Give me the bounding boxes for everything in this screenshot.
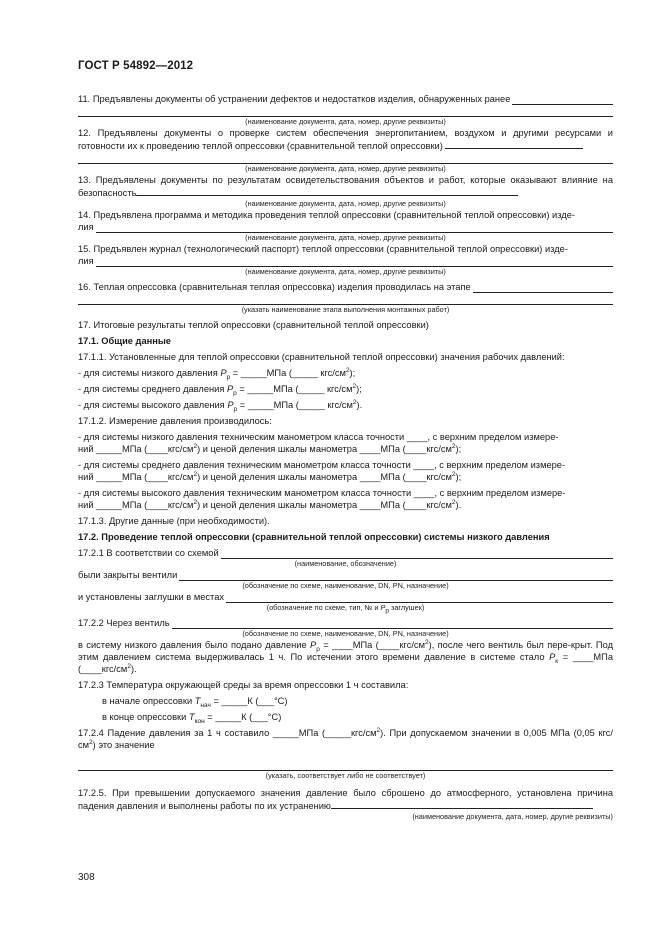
item-11: 11. Предъявлены документы об устранении дефектов и недостатков изделия, обнаруженных ранее	[78, 93, 613, 105]
blank-line[interactable]	[473, 282, 613, 293]
blank-line[interactable]	[172, 618, 613, 629]
temperature-start: в начале опрессовки $T_{нач}$ = _____К (___°С)	[102, 696, 288, 709]
blank-line[interactable]	[512, 94, 613, 105]
item-17-2-3: 17.2.3 Температура окружающей среды за время опрессовки 1 ч составила:	[78, 680, 409, 690]
item-17-1-2: 17.1.2. Измерение давления производилось:	[78, 416, 272, 426]
caption: (наименование документа, дата, номер, другие реквизиты)	[245, 117, 446, 126]
pressure-supply: в систему низкого давления было подано давление $P_р$ = ____МПа $(\_\_\_\_кгс/см^2)$, после чего вентиль был пере-крыт. Под этим давлением система выдерживалась 1 ч. По истечении этого времени давление в системе стало $P_к$ = ____МПа $(\_\_\_\_кгс/см^2)$.	[78, 638, 613, 674]
caption: (наименование документа, дата, номер, другие реквизиты)	[412, 812, 613, 821]
item-12: 12. Предъявлены документы о проверке систем обеспечения энергопитанием, воздухом и другими ресурсами и готовности их к проведению теплой опрессовки (сравнительной теплой опрессовки)	[78, 128, 613, 151]
item-14: 14. Предъявлена программа и методика проведения теплой опрессовки (сравнительной теплой опрессовки) изде-	[78, 210, 575, 220]
blank-line[interactable]	[78, 152, 613, 164]
plugs-installed: и установлены заглушки в местах	[78, 591, 613, 603]
caption: (обозначение по схеме, наименование, DN, PN, назначение)	[242, 629, 449, 638]
blank-line[interactable]	[136, 186, 518, 196]
caption: (обозначение по схеме, тип, № и $P_р$ заглушек)	[266, 603, 425, 615]
item-17: 17. Итоговые результаты теплой опрессовки (сравнительной теплой опрессовки)	[78, 320, 429, 330]
caption: (указать наименование этапа выполнения монтажных работ)	[241, 305, 450, 314]
document-header: ГОСТ Р 54892—2012	[78, 60, 194, 72]
valves-closed: были закрыты вентили	[78, 569, 613, 581]
caption: (наименование документа, дата, номер, другие реквизиты)	[245, 267, 446, 276]
item-17-1-3: 17.1.3. Другие данные (при необходимости).	[78, 516, 270, 526]
manometer-high: - для системы высокого давления техническим манометром класса точности ____, с верхним пределом измере- ний _____МПа $(\_\_\_\_кгс/см^2)$ и ценой деления шкалы манометра ____МПа $(\_\_\_\_кгс/см^2)$.	[78, 488, 566, 510]
heading-17-2: 17.2. Проведение теплой опрессовки (сравнительной теплой опрессовки) системы низкого давления	[78, 532, 550, 542]
blank-line[interactable]	[78, 105, 613, 117]
item-15: 15. Предъявлен журнал (технологический паспорт) теплой опрессовки (сравнительной теплой опрессовки) изде-	[78, 244, 568, 254]
form-content: 11. Предъявлены документы об устранении дефектов и недостатков изделия, обнаруженных ранее (наименование документа, дата, номер, другие реквизиты) 12. Предъявлены документы о проверке систем обеспечения энергопитанием, воздухом и другими ресурсами и готовности их к проведению теплой опрессовки (сравнительной теплой опрессовки) (наименование документа, дата, номер, другие реквизиты) 13. Предъявлены документы по результатам освидетельствования объектов и работ, которые оказывают влияние на безопасность (наименование документа, дата, номер, другие реквизиты) 14. Предъявлена программа и методика проведения теплой опрессовки (сравнительной теплой опрессовки) изде- лия (наименование документа, дата, номер, другие реквизиты) 15. Предъявлен журнал (технологический паспорт) теплой опрессовки (сравнительной теплой опрессовки) изде- лия (наименование документа, дата, номер, другие реквизиты) 16. Теплая опрессовка (сравнительная теплая опрессовка) изделия проводилась на этапе (указать наименование этапа выполнения монтажных работ) 17. Итоговые результаты теплой опрессовки (сравнительной теплой опрессовки) 17.1. Общие данные 17.1.1. Установленные для теплой опрессовки (сравнительной теплой опрессовки) значения рабочих давлений: - для системы низкого давления $P_р$ = _____МПа (_____ кгс/$см^2$); - для системы среднего давления $P_р$ = _____МПа (_____ кгс/$см^2$); - для системы высокого давления $P_р$ = _____МПа (_____ кгс/$см^2$). 17.1.2. Измерение давления производилось: - для системы низкого давления техническим манометром класса точности ____, с верхним пределом измере- ний _____МПа $(\_\_\_\_кгс/см^2)$ и ценой деления шкалы манометра ____МПа $(\_\_\_\_кгс/см^2)$; - для системы среднего давления техническим манометром класса точности ____, с верхним пределом измере- ний _____МПа $(\_\_\_\_кгс/см^2)$ и ценой деления шкалы манометра ____МПа $(\_\_\_\_кгс/см^2)$; - для системы высокого давления техническим манометром класса точности ____, с верхним пределом измере- ний _____МПа $(\_\_\_\_кгс/см^2)$ и ценой деления шкалы манометра ____МПа $(\_\_\_\_кгс/см^2)$. 17.1.3. Другие данные (при необходимости). 17.2. Проведение теплой опрессовки (сравнительной теплой опрессовки) системы низкого давления 17.2.1 В соответствии со схемой (наименование, обозначение) были закрыты вентили (обозначение по схеме, наименование, DN, PN, назначение) и установлены заглушки в местах (обозначение по схеме, тип, № и $P_р$ заглушек) 17.2.2 Через вентиль (обозначение по схеме, наименование, DN, PN, назначение) в систему низкого давления было подано давление $P_р$ = ____МПа $(\_\_\_\_кгс/см^2)$, после чего вентиль был пере-крыт. Под этим давлением система выдерживалась 1 ч. По истечении этого времени давление в системе стало $P_к$ = ____МПа $(\_\_\_\_кгс/см^2)$. 17.2.3 Температура окружающей среды за время опрессовки 1 ч составила: в начале опрессовки $T_{нач}$ = _____К (___°С) в конце опрессовки $T_{кон}$ = _____К (___°С) 17.2.4 Падение давления за 1 ч составило _____МПа $(\_\_\_\_\_кгс/см^2)$. При допускаемом значении в 0,005 МПа (0,05 кгс/$см^2$) это значение (указать, соответствует либо не соответствует) 17.2.5. При превышении допускаемого значения давление было сброшено до атмосферного, установлена причина падения давления и выполнены работы по их устранению (наименование документа, дата, номер, другие реквизиты)	[78, 94, 613, 821]
pressure-high: - для системы высокого давления $P_р$ = _____МПа (_____ кгс/$см^2$).	[78, 398, 363, 413]
heading-17-1: 17.1. Общие данные	[78, 336, 171, 346]
pressure-low: - для системы низкого давления $P_р$ = _____МПа (_____ кгс/$см^2$);	[78, 366, 356, 381]
manometer-mid: - для системы среднего давления техническим манометром класса точности ____, с верхним пределом измере- ний _____МПа $(\_\_\_\_кгс/см^2)$ и ценой деления шкалы манометра ____МПа $(\_\_\_\_кгс/см^2)$;	[78, 460, 566, 482]
item-17-1-1: 17.1.1. Установленные для теплой опрессовки (сравнительной теплой опрессовки) значения рабочих давлений:	[78, 352, 565, 362]
blank-line[interactable]	[226, 592, 613, 603]
item-17-2-5: 17.2.5. При превышении допускаемого значения давление было сброшено до атмосферного, установлена причина падения давления и выполнены работы по их устранению	[78, 788, 613, 811]
page-number: 308	[78, 872, 95, 883]
item-17-2-2: 17.2.2 Через вентиль	[78, 617, 613, 629]
blank-line[interactable]	[96, 222, 613, 233]
caption: (наименование документа, дата, номер, другие реквизиты)	[245, 164, 446, 173]
blank-line[interactable]	[78, 293, 613, 305]
blank-line[interactable]	[78, 759, 613, 771]
blank-line[interactable]	[96, 256, 613, 267]
caption: (наименование документа, дата, номер, другие реквизиты)	[245, 199, 446, 208]
pressure-mid: - для системы среднего давления $P_р$ = _____МПа (_____ кгс/$см^2$);	[78, 382, 362, 397]
manometer-low: - для системы низкого давления техническим манометром класса точности ____, с верхним пределом измере- ний _____МПа $(\_\_\_\_кгс/см^2)$ и ценой деления шкалы манометра ____МПа $(\_\_\_\_кгс/см^2)$;	[78, 432, 559, 454]
blank-line[interactable]	[331, 799, 593, 809]
blank-line[interactable]	[221, 548, 613, 559]
item-16: 16. Теплая опрессовка (сравнительная теплая опрессовка) изделия проводилась на этапе	[78, 281, 613, 293]
item-13: 13. Предъявлены документы по результатам освидетельствования объектов и работ, которые оказывают влияние на безопасность	[78, 175, 613, 198]
item-17-2-1: 17.2.1 В соответствии со схемой	[78, 547, 613, 559]
caption: (обозначение по схеме, наименование, DN, PN, назначение)	[242, 581, 449, 590]
item-17-2-4: 17.2.4 Падение давления за 1 ч составило _____МПа $(\_\_\_\_\_кгс/см^2)$. При допускаемом значении в 0,005 МПа (0,05 кгс/$см^2$) это значение	[78, 726, 613, 750]
caption: (указать, соответствует либо не соответствует)	[265, 771, 426, 780]
temperature-end: в конце опрессовки $T_{кон}$ = _____К (___°С)	[102, 712, 282, 725]
blank-line[interactable]	[179, 570, 613, 581]
caption: (наименование документа, дата, номер, другие реквизиты)	[245, 233, 446, 242]
blank-line[interactable]	[445, 139, 583, 149]
caption: (наименование, обозначение)	[294, 559, 397, 568]
